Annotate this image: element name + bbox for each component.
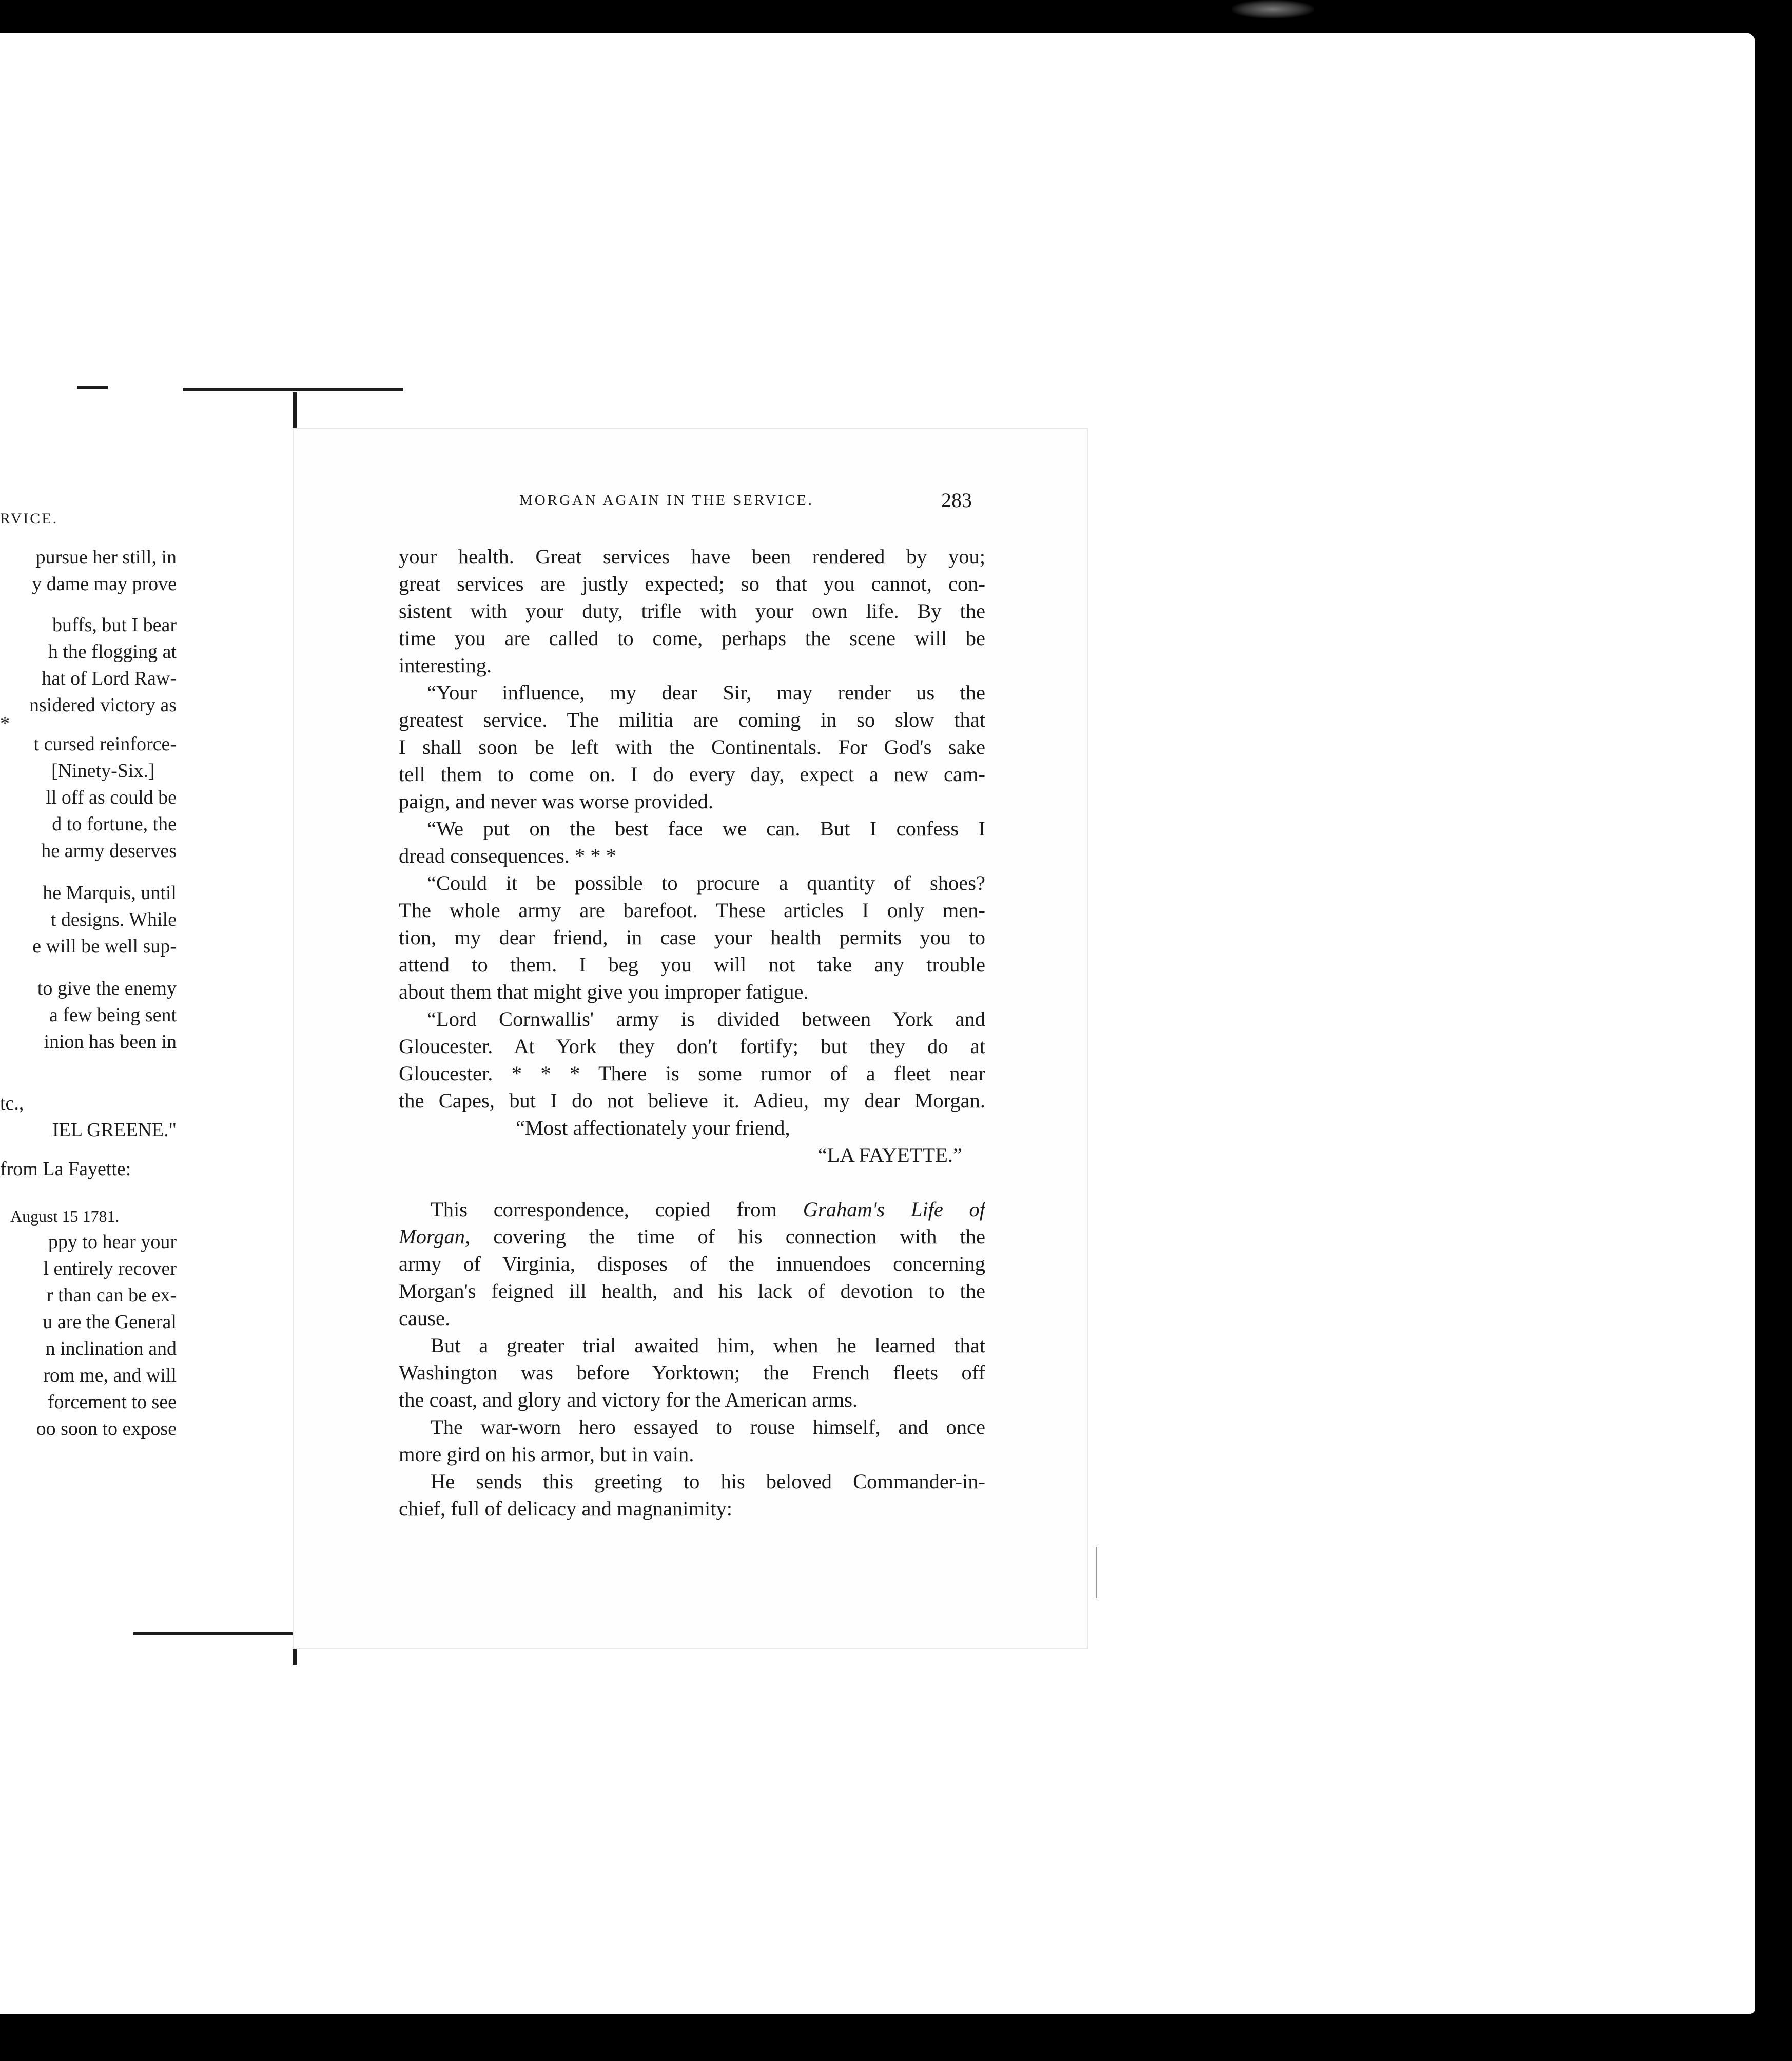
left-line: buffs, but I bear (52, 614, 177, 636)
text-line: more gird on his armor, but in vain. (399, 1443, 694, 1466)
text-line: paign, and never was worse provided. (399, 790, 713, 813)
text-fragment: covering the time of his connection with the (493, 1225, 985, 1248)
left-line: n inclination and (45, 1338, 177, 1359)
left-line: August 15 1781. (10, 1207, 120, 1226)
left-line: a few being sent (49, 1004, 177, 1026)
text-line: I shall soon be left with the Continentals. For God's sake (399, 735, 985, 759)
running-title: MORGAN AGAIN IN THE SERVICE. (519, 492, 814, 509)
text-line: attend to them. I beg you will not take any trouble (399, 953, 985, 976)
left-line: ll off as could be (46, 787, 177, 808)
text-line: The whole army are barefoot. These articles I only men- (399, 899, 985, 922)
top-rule (183, 388, 403, 391)
left-line: he army deserves (41, 840, 177, 862)
text-line: Gloucester. * * * There is some rumor of a fleet near (399, 1062, 985, 1085)
scan-speck (1232, 0, 1314, 18)
left-line: forcement to see (47, 1391, 177, 1413)
text-line: tion, my dear friend, in case your health permits you to (399, 926, 985, 949)
text-line: “Lord Cornwallis' army is divided between York and (427, 1007, 985, 1030)
left-line: oo soon to expose (36, 1418, 177, 1440)
right-edge-mark (1096, 1547, 1097, 1598)
left-line: tc., (0, 1093, 24, 1114)
left-line: * (0, 713, 10, 734)
text-line: The war-worn hero essayed to rouse himself, and once (431, 1415, 985, 1438)
left-line: ppy to hear your (48, 1231, 177, 1253)
text-line: “We put on the best face we can. But I confess I (427, 817, 985, 840)
book-title: Morgan, (399, 1225, 471, 1248)
left-line: rom me, and will (43, 1365, 177, 1386)
left-line: he Marquis, until (43, 882, 177, 904)
left-line: d to fortune, the (52, 813, 177, 835)
left-line: y dame may prove (32, 573, 177, 595)
left-line: nsidered victory as (29, 694, 177, 716)
text-line: cause. (399, 1307, 451, 1330)
left-line: e will be well sup- (32, 936, 177, 957)
text-line (399, 1196, 985, 1223)
text-line: the Capes, but I do not believe it. Adieu, my dear Morgan. (399, 1089, 985, 1112)
left-line: inion has been in (44, 1031, 177, 1053)
text-line: your health. Great services have been rendered by you; (399, 545, 985, 568)
left-line: IEL GREENE." (52, 1119, 177, 1141)
book-title: Graham's Life of (803, 1198, 985, 1221)
text-line: Morgan's feigned ill health, and his lack of devotion to the (399, 1279, 985, 1302)
running-head (294, 488, 1089, 514)
text-line: army of Virginia, disposes of the innuendoes concerning (399, 1252, 985, 1275)
left-line: t designs. While (50, 909, 177, 930)
text-line: time you are called to come, perhaps the scene will be (399, 627, 985, 650)
left-line: l entirely recover (43, 1258, 177, 1279)
text-line: greatest service. The militia are coming in so slow that (399, 708, 985, 731)
left-line: to give the enemy (37, 978, 177, 999)
text-line: about them that might give you improper fatigue. (399, 980, 809, 1003)
page-number: 283 (941, 489, 972, 512)
text-line: tell them to come on. I do every day, expect a new cam- (399, 763, 985, 786)
left-line: [Ninety-Six.] (51, 760, 155, 782)
text-line: dread consequences. * * * (399, 844, 616, 867)
left-page-fragment (0, 505, 180, 1531)
text-line: sistent with your duty, trifle with your own life. By the (399, 599, 985, 623)
text-line: Washington was before Yorktown; the French fleets off (399, 1361, 985, 1384)
text-fragment: This correspondence, copied from (431, 1198, 777, 1221)
left-line: from La Fayette: (0, 1158, 131, 1180)
left-line: u are the General (43, 1311, 177, 1333)
left-line: h the flogging at (48, 641, 177, 663)
text-line: chief, full of delicacy and magnanimity: (399, 1497, 733, 1520)
text-line: But a greater trial awaited him, when he learned that (431, 1334, 985, 1357)
text-line: Gloucester. At York they don't fortify; but they do at (399, 1035, 985, 1058)
text-line: interesting. (399, 654, 492, 677)
page-body (399, 543, 985, 1522)
left-line: t cursed reinforce- (33, 733, 177, 755)
text-line: the coast, and glory and victory for the American arms. (399, 1388, 858, 1411)
top-rule-left (77, 386, 108, 389)
text-line (399, 1223, 985, 1250)
left-line: hat of Lord Raw- (42, 668, 177, 689)
letter-closing: “Most affectionately your friend, (516, 1116, 790, 1139)
letter-signature: “LA FAYETTE.” (817, 1143, 962, 1166)
paragraph-gap (399, 1169, 985, 1196)
left-running-head: RVICE. (0, 510, 59, 527)
book-page (293, 428, 1088, 1649)
text-line: He sends this greeting to his beloved Commander-in- (431, 1470, 985, 1493)
left-line: r than can be ex- (46, 1285, 177, 1306)
text-line: “Your influence, my dear Sir, may render us the (427, 681, 985, 704)
text-line: “Could it be possible to procure a quantity of shoes? (427, 871, 985, 895)
text-line: great services are justly expected; so that you cannot, con- (399, 572, 985, 595)
scanned-sheet (0, 33, 1755, 2014)
left-line: pursue her still, in (35, 547, 177, 568)
